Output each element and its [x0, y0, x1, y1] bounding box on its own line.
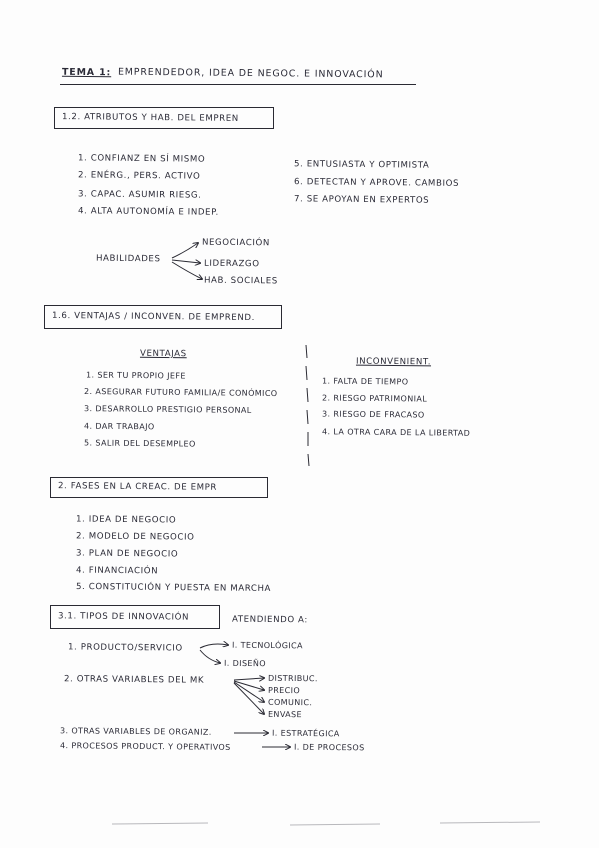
inconveniente-item: 2. RIESGO PATRIMONIAL — [321, 393, 428, 404]
list-item: 7. SE APOYAN EN EXPERTOS — [293, 194, 430, 206]
inconveniente-item: 1. FALTA DE TIEMPO — [321, 376, 409, 387]
section-heading: 1.6. VENTAJAS / INCONVEN. DE EMPREND. — [51, 310, 255, 324]
innovacion-target: I. DE PROCESOS — [293, 742, 365, 753]
innovacion-row-label: 4. PROCESOS PRODUCT. Y OPERATIVOS — [59, 741, 231, 752]
innovacion-row-label: 2. OTRAS VARIABLES DEL MK — [63, 674, 205, 686]
innovacion-target: DISTRIBUC. — [267, 673, 318, 684]
list-item: 2. ENÉRG., PERS. ACTIVO — [77, 170, 201, 182]
habilidad-item: LIDERAZGO — [203, 258, 260, 270]
fase-item: 3. PLAN DE NEGOCIO — [75, 548, 179, 560]
list-item: 1. CONFIANZ EN SÍ MISMO — [77, 153, 206, 165]
arrow-icon — [234, 678, 264, 680]
innovacion-target: PRECIO — [267, 685, 301, 696]
innovacion-target: COMUNIC. — [267, 697, 313, 708]
arrow-icon — [200, 644, 228, 648]
page-title: EMPRENDEDOR, IDEA DE NEGOC. E INNOVACIÓN — [117, 66, 384, 81]
habilidades-label: HABILIDADES — [95, 253, 161, 265]
arrow-icon — [172, 260, 200, 263]
list-item: 4. ALTA AUTONOMÍA E INDEP. — [77, 206, 219, 218]
fase-item: 4. FINANCIACIÓN — [75, 565, 159, 577]
habilidad-item: NEGOCIACIÓN — [201, 237, 270, 249]
section-heading: 2. FASES EN LA CREAC. DE EMPR — [57, 481, 218, 493]
section-heading: 1.2. ATRIBUTOS Y HAB. DEL EMPREN — [61, 112, 239, 124]
innovacion-target: I. DISEÑO — [223, 658, 267, 669]
fase-item: 5. CONSTITUCIÓN Y PUESTA EN MARCHA — [75, 581, 272, 595]
list-item: 5. ENTUSIASTA Y OPTIMISTA — [293, 159, 430, 171]
innovacion-target: I. TECNOLÓGICA — [231, 640, 303, 651]
ventaja-item: 4. DAR TRABAJO — [83, 421, 155, 432]
habilidad-item: HAB. SOCIALES — [203, 275, 278, 287]
fase-item: 1. IDEA DE NEGOCIO — [75, 514, 177, 526]
page-title-label: TEMA 1: — [61, 66, 112, 79]
inconveniente-item: 4. LA OTRA CARA DE LA LIBERTAD — [321, 427, 471, 438]
arrow-icon — [172, 262, 202, 279]
scan-mark — [112, 822, 540, 825]
ventaja-item: 3. DESARROLLO PRESTIGIO PERSONAL — [83, 404, 252, 415]
innovacion-target: I. ESTRATÉGICA — [271, 728, 340, 739]
list-item: 6. DETECTAN Y APROVE. CAMBIOS — [293, 177, 460, 189]
inconvenientes-title: INCONVENIENT. — [355, 356, 432, 368]
section-heading: 3.1. TIPOS DE INNOVACIÓN — [57, 611, 190, 623]
innovacion-target: ENVASE — [267, 709, 303, 720]
fase-item: 2. MODELO DE NEGOCIO — [75, 531, 195, 543]
atendiendo-label: ATENDIENDO A: — [231, 614, 308, 626]
ventaja-item: 2. ASEGURAR FUTURO FAMILIA/E CONÓMICO — [83, 386, 278, 399]
divider-line — [306, 345, 309, 466]
arrow-icon — [172, 243, 198, 258]
arrow-icon — [200, 650, 220, 663]
list-item: 3. CAPAC. ASUMIR RIESG. — [77, 189, 202, 201]
inconveniente-item: 3. RIESGO DE FRACASO — [321, 409, 425, 420]
innovacion-row-label: 1. PRODUCTO/SERVICIO — [67, 642, 183, 654]
ventaja-item: 5. SALIR DEL DESEMPLEO — [83, 438, 196, 449]
ventajas-title: VENTAJAS — [139, 348, 187, 360]
ventaja-item: 1. SER TU PROPIO JEFE — [85, 370, 186, 381]
innovacion-row-label: 3. OTRAS VARIABLES DE ORGANIZ. — [59, 726, 212, 737]
